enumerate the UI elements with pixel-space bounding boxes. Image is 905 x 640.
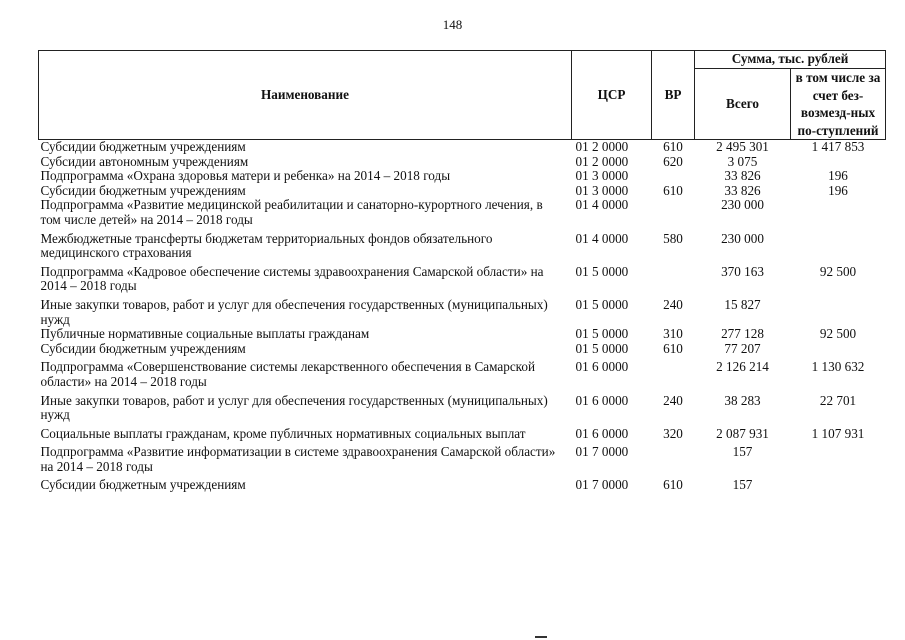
cell-vr: 580 [663, 230, 683, 246]
cell-total: 230 000 [721, 197, 764, 213]
cell-csr: 01 6 0000 [575, 359, 629, 375]
cell-vr: 610 [663, 477, 683, 493]
cell-free: 1 107 931 [811, 425, 865, 441]
cell-free: 196 [828, 182, 848, 198]
budget-table [38, 50, 886, 493]
cell-csr: 01 4 0000 [575, 197, 629, 213]
table-row [39, 140, 886, 155]
cell-csr: 01 5 0000 [575, 263, 629, 279]
cell-csr: 01 2 0000 [575, 153, 629, 169]
footer-mark [535, 636, 547, 638]
cell-csr: 01 5 0000 [575, 326, 629, 342]
cell-vr: 240 [663, 392, 683, 408]
header-free-receipts [791, 69, 886, 140]
table-row [39, 155, 886, 170]
cell-name: Подпрограмма «Кадровое обеспечение системы здравоохранения Самарской области» на 2014 – 2018 годы [40, 263, 544, 294]
cell-vr [652, 261, 695, 294]
cell-vr: 610 [663, 139, 683, 154]
cell-total: 15 827 [724, 296, 761, 312]
cell-free [791, 441, 886, 474]
table-row [39, 198, 886, 227]
header-name: Наименование [39, 51, 572, 140]
cell-total: 77 207 [724, 340, 761, 356]
table-row [39, 342, 886, 357]
cell-name: Подпрограмма «Охрана здоровья матери и ребенка» на 2014 – 2018 годы [40, 168, 451, 184]
cell-csr: 01 6 0000 [575, 392, 629, 408]
cell-total: 38 283 [724, 392, 761, 408]
cell-free: 92 500 [819, 263, 857, 279]
cell-csr: 01 3 0000 [575, 168, 629, 184]
cell-name: Подпрограмма «Развитие медицинской реабилитации и санаторно-курортного лечения, в том числе детей» на 2014 – 2018 годы [40, 197, 543, 227]
cell-name: Публичные нормативные социальные выплаты гражданам [40, 326, 370, 342]
header-sum-group: Сумма, тыс. рублей [695, 51, 886, 69]
cell-total: 230 000 [721, 230, 764, 246]
cell-free: 196 [828, 168, 848, 184]
cell-total: 3 075 [727, 153, 758, 169]
cell-free: 1 417 853 [811, 139, 865, 154]
cell-name: Субсидии автономным учреждениям [40, 153, 249, 169]
cell-free [791, 474, 886, 493]
cell-vr: 240 [663, 296, 683, 312]
cell-total: 33 826 [724, 168, 761, 184]
cell-csr: 01 2 0000 [575, 139, 629, 154]
cell-name: Субсидии бюджетным учреждениям [40, 182, 246, 198]
table-row [39, 390, 886, 423]
table-row [39, 356, 886, 389]
cell-csr: 01 7 0000 [575, 477, 629, 493]
cell-free: 92 500 [819, 326, 857, 342]
table-row [39, 327, 886, 342]
table-row [39, 294, 886, 327]
cell-total: 2 495 301 [716, 139, 769, 154]
cell-free [791, 155, 886, 170]
cell-total: 157 [732, 444, 753, 460]
cell-vr: 610 [663, 182, 683, 198]
cell-name: Субсидии бюджетным учреждениям [40, 340, 246, 356]
page-number: 148 [442, 17, 463, 32]
cell-vr [652, 441, 695, 474]
cell-csr: 01 5 0000 [575, 296, 629, 312]
cell-free [791, 294, 886, 327]
cell-total: 2 087 931 [716, 425, 769, 441]
cell-vr: 310 [663, 326, 683, 342]
table-row [39, 184, 886, 199]
table-body [39, 140, 886, 494]
cell-free [791, 342, 886, 357]
cell-free [791, 198, 886, 227]
cell-name: Межбюджетные трансферты бюджетам территориальных фондов обязательного медицинского страхования [40, 230, 493, 261]
cell-name: Субсидии бюджетным учреждениям [40, 477, 246, 493]
cell-total: 277 128 [721, 326, 764, 342]
header-total: Всего [695, 69, 791, 140]
cell-csr: 01 6 0000 [575, 425, 629, 441]
cell-vr [652, 169, 695, 184]
table-row [39, 228, 886, 261]
cell-csr: 01 5 0000 [575, 340, 629, 356]
cell-free: 1 130 632 [811, 359, 865, 375]
cell-vr: 320 [663, 425, 683, 441]
table-row [39, 423, 886, 442]
cell-csr: 01 3 0000 [575, 182, 629, 198]
cell-vr: 610 [663, 340, 683, 356]
cell-name: Субсидии бюджетным учреждениям [40, 139, 246, 154]
table-row [39, 169, 886, 184]
cell-name: Иные закупки товаров, работ и услуг для обеспечения государственных (муниципальных) нужд [40, 296, 548, 327]
cell-total: 157 [732, 477, 753, 493]
cell-vr: 620 [663, 153, 683, 169]
cell-free [791, 228, 886, 261]
cell-total: 2 126 214 [716, 359, 769, 375]
cell-csr: 01 7 0000 [575, 444, 629, 460]
cell-name: Подпрограмма «Совершенствование системы лекарственного обеспечения в Самарской области» на 2014 – 2018 годы [40, 359, 536, 389]
header-vr: ВР [652, 51, 695, 140]
cell-name: Подпрограмма «Развитие информатизации в системе здравоохранения Самарской области» на 2014 – 2018 годы [40, 444, 556, 474]
table-row [39, 261, 886, 294]
cell-free: 22 701 [819, 392, 857, 408]
table-row [39, 441, 886, 474]
table-header [39, 51, 886, 140]
cell-csr: 01 4 0000 [575, 230, 629, 246]
cell-total: 33 826 [724, 182, 761, 198]
cell-vr [652, 356, 695, 389]
cell-name: Иные закупки товаров, работ и услуг для обеспечения государственных (муниципальных) нужд [40, 392, 548, 423]
cell-vr [652, 198, 695, 227]
header-free-receipts-text: в том числе за счет без-возмезд-ных по-ступлений [795, 70, 881, 138]
header-csr: ЦСР [572, 51, 652, 140]
cell-name: Социальные выплаты гражданам, кроме публичных нормативных социальных выплат [40, 425, 526, 441]
cell-total: 370 163 [721, 263, 764, 279]
table-row [39, 474, 886, 493]
